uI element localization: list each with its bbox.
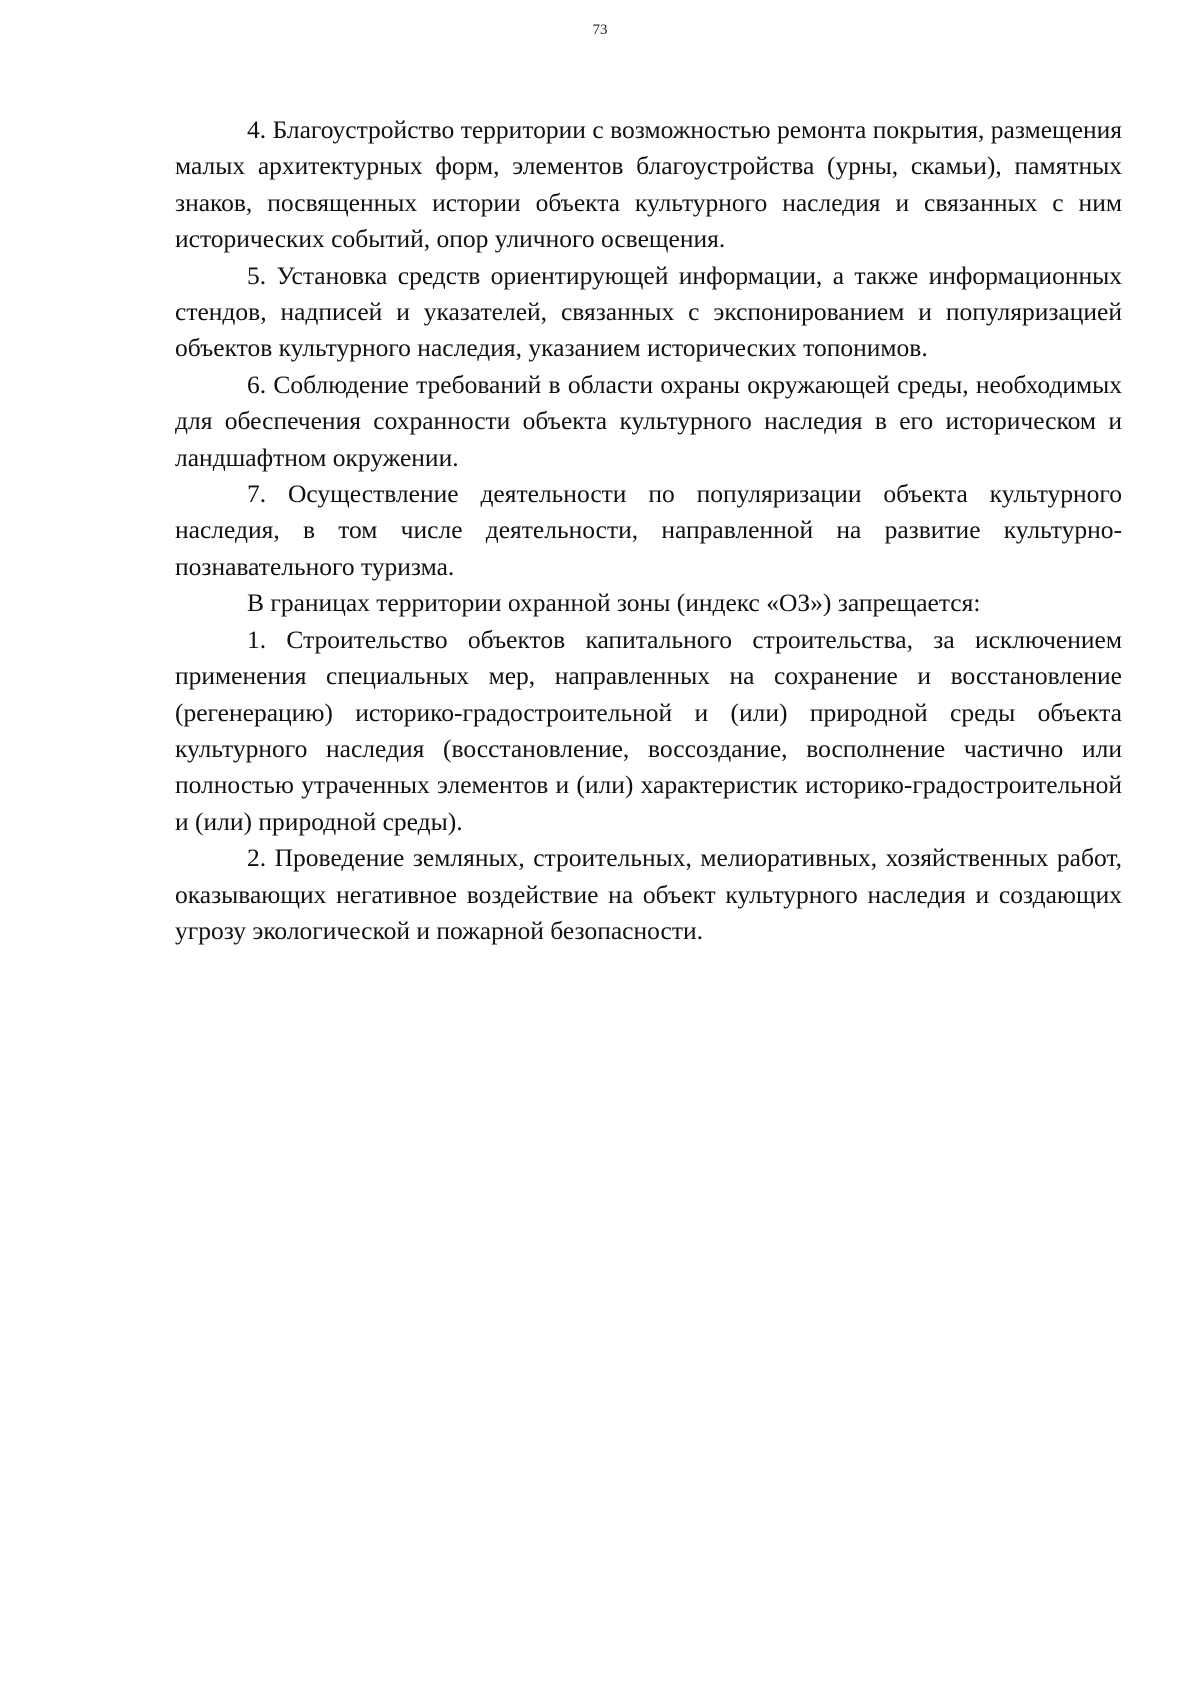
document-body bbox=[175, 112, 1122, 949]
paragraph-item-6-environment: 6. Соблюдение требований в области охраны окружающей среды, необходимых для обеспечения сохранности объекта культурного наследия в его историческом и ландшафтном окружении. bbox=[175, 369, 1122, 472]
paragraph-prohibitions-heading: В границах территории охранной зоны (индекс «ОЗ») запрещается: bbox=[247, 588, 981, 618]
page-number: 73 bbox=[592, 22, 608, 38]
paragraph-item-5-information-signs: 5. Установка средств ориентирующей информации, а также информационных стендов, надписей и указателей, связанных с экспонированием и популяризацией объектов культурного наследия, указанием исторических топонимов. bbox=[175, 260, 1122, 363]
paragraph-item-7-popularization: 7. Осуществление деятельности по популяризации объекта культурного наследия, в том числе деятельности, направленной на развитие культурно-познавательного туризма. bbox=[175, 479, 1122, 581]
paragraph-item-4-landscaping: 4. Благоустройство территории с возможностью ремонта покрытия, размещения малых архитектурных форм, элементов благоустройства (урны, скамьи), памятных знаков, посвященных истории объекта культурного наследия и связанных с ним исторических событий, опор уличного освещения. bbox=[175, 115, 1122, 254]
paragraph-prohibition-2-works: 2. Проведение земляных, строительных, мелиоративных, хозяйственных работ, оказывающих негативное воздействие на объект культурного наследия и создающих угрозу экологической и пожарной безопасности. bbox=[175, 843, 1122, 945]
paragraph-prohibition-1-construction: 1. Строительство объектов капитального строительства, за исключением применения специальных мер, направленных на сохранение и восстановление (регенерацию) историко-градостроительной и (или) природной среды объекта культурного наследия (восстановление, воссоздание, восполнение частично или полностью утраченных элементов и (или) характеристик историко-градостроительной и (или) природной среды). bbox=[175, 624, 1122, 836]
